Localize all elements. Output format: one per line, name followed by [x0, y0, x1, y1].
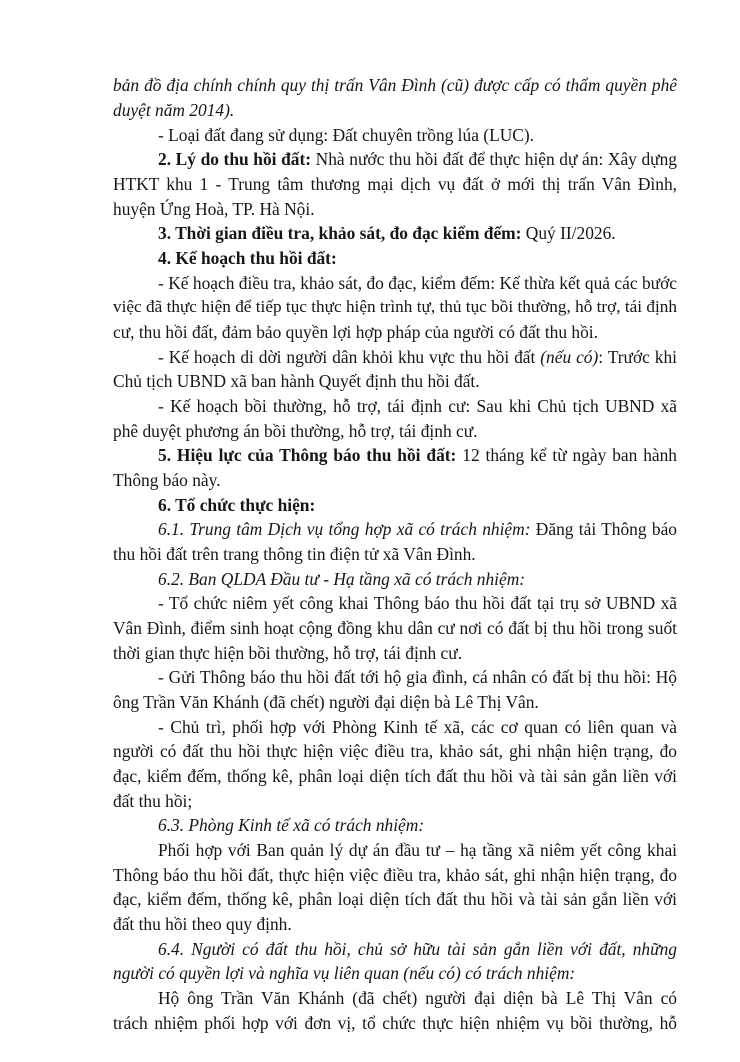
- text-line: huyện Ứng Hoà, TP. Hà Nội.: [113, 199, 315, 219]
- text-segment: - Kế hoạch di dời người dân khỏi khu vực thu hồi đất: [158, 347, 541, 367]
- text-line: - Kế hoạch bồi thường, hỗ trợ, tái định cư: Sau khi Chủ tịch UBND xã: [158, 396, 677, 416]
- text-line: đất thu hồi;: [113, 791, 193, 811]
- text-line: đất thu hồi theo quy định.: [113, 914, 292, 934]
- section-5-heading: 5. Hiệu lực của Thông báo thu hồi đất:: [158, 445, 457, 465]
- text-line: việc đã thực hiện để tiếp tục thực hiện trình tự, thủ tục bồi thường, hỗ trợ, tái định: [113, 297, 677, 316]
- text-line: đạc, kiểm đếm, thống kê, phân loại diện tích đất thu hồi và tài sản gắn liền với: [113, 889, 677, 909]
- text-line: Phối hợp với Ban quản lý dự án đầu tư – hạ tầng xã niêm yết công khai: [158, 840, 677, 860]
- text-line: [158, 344, 677, 370]
- text-line: đạc, kiểm đếm, thống kê, phân loại diện tích đất thu hồi và tài sản gắn liền với: [113, 766, 677, 786]
- section-3-heading: 3. Thời gian điều tra, khảo sát, đo đạc kiểm đếm:: [158, 223, 522, 243]
- text-line: HTKT khu 1 - Trung tâm thương mại dịch vụ đất ở mới thị trấn Vân Đình,: [113, 174, 677, 194]
- section-6-line: [158, 492, 677, 518]
- section-3-line: [158, 220, 677, 246]
- text-line: - Kế hoạch điều tra, khảo sát, đo đạc, kiểm đếm: Kế thừa kết quả các bước: [158, 273, 677, 293]
- text-line: bản đồ địa chính chính quy thị trấn Vân Đình (cũ) được cấp có thẩm quyền phê: [113, 75, 677, 95]
- text-line: - Chủ trì, phối hợp với Phòng Kinh tế xã, các cơ quan có liên quan và: [158, 717, 677, 737]
- text-line: duyệt năm 2014).: [113, 100, 235, 120]
- subsection-6-4-heading-cont: người có quyền lợi và nghĩa vụ liên quan (nếu có) có trách nhiệm:: [113, 963, 576, 983]
- text-line: người có đất thu hồi thực hiện việc điều tra, khảo sát, ghi nhận hiện trạng, đo: [113, 741, 677, 761]
- text-line: - Loại đất đang sử dụng: Đất chuyên trồng lúa (LUC).: [158, 125, 534, 145]
- subsection-6-1-heading: 6.1. Trung tâm Dịch vụ tổng hợp xã có trách nhiệm:: [158, 519, 531, 539]
- text-line: cư, thu hồi đất, đảm bảo quyền lợi hợp pháp của người có đất thu hồi.: [113, 322, 598, 342]
- text-line: trách nhiệm phối hợp với đơn vị, tổ chức thực hiện nhiệm vụ bồi thường, hỗ: [113, 1013, 677, 1033]
- text-line: thu hồi đất trên trang thông tin điện tử xã Vân Đình.: [113, 544, 476, 564]
- section-2-text: Nhà nước thu hồi đất để thực hiện dự án: Xây dựng: [311, 149, 677, 169]
- subsection-6-1-line: [158, 516, 677, 542]
- text-line: Hộ ông Trần Văn Khánh (đã chết) người đại diện bà Lê Thị Vân có: [158, 988, 677, 1008]
- text-line: - Tổ chức niêm yết công khai Thông báo thu hồi đất tại trụ sở UBND xã: [158, 593, 677, 613]
- section-2-heading: 2. Lý do thu hồi đất:: [158, 149, 312, 169]
- text-line: Chủ tịch UBND xã ban hành Quyết định thu hồi đất.: [113, 371, 480, 391]
- text-segment: : Trước khi: [598, 347, 677, 367]
- subsection-6-3-heading: 6.3. Phòng Kinh tế xã có trách nhiệm:: [158, 815, 425, 835]
- text-line: thời gian thực hiện bồi thường, hỗ trợ, tái định cư.: [113, 643, 463, 663]
- text-segment-italic: (nếu có): [540, 347, 599, 367]
- subsection-6-1-text: Đăng tải Thông báo: [530, 519, 677, 539]
- section-2-line: [158, 146, 677, 172]
- text-line: Thông báo thu hồi đất, thực hiện việc điều tra, khảo sát, ghi nhận hiện trạng, đo: [113, 865, 677, 885]
- text-line: Vân Đình, điểm sinh hoạt cộng đồng khu dân cư nơi có đất bị thu hồi trong suốt: [113, 618, 677, 638]
- section-4-heading: 4. Kế hoạch thu hồi đất:: [158, 248, 337, 268]
- text-line: ông Trần Văn Khánh (đã chết) người đại diện bà Lê Thị Vân.: [113, 692, 539, 712]
- section-3-text: Quý II/2026.: [521, 223, 616, 243]
- section-6-heading: 6. Tổ chức thực hiện:: [158, 495, 316, 515]
- subsection-6-2-heading: 6.2. Ban QLDA Đầu tư - Hạ tầng xã có trách nhiệm:: [158, 569, 526, 589]
- section-4-line: [158, 245, 677, 271]
- subsection-6-4-heading: 6.4. Người có đất thu hồi, chủ sở hữu tài sản gắn liền với đất, những: [158, 939, 677, 959]
- section-5-text: 12 tháng kể từ ngày ban hành: [456, 445, 678, 465]
- text-line: - Gửi Thông báo thu hồi đất tới hộ gia đình, cá nhân có đất bị thu hồi: Hộ: [158, 667, 677, 687]
- section-5-line: [158, 442, 677, 468]
- text-line: Thông báo này.: [113, 470, 221, 490]
- text-line: phê duyệt phương án bồi thường, hỗ trợ, tái định cư.: [113, 421, 478, 441]
